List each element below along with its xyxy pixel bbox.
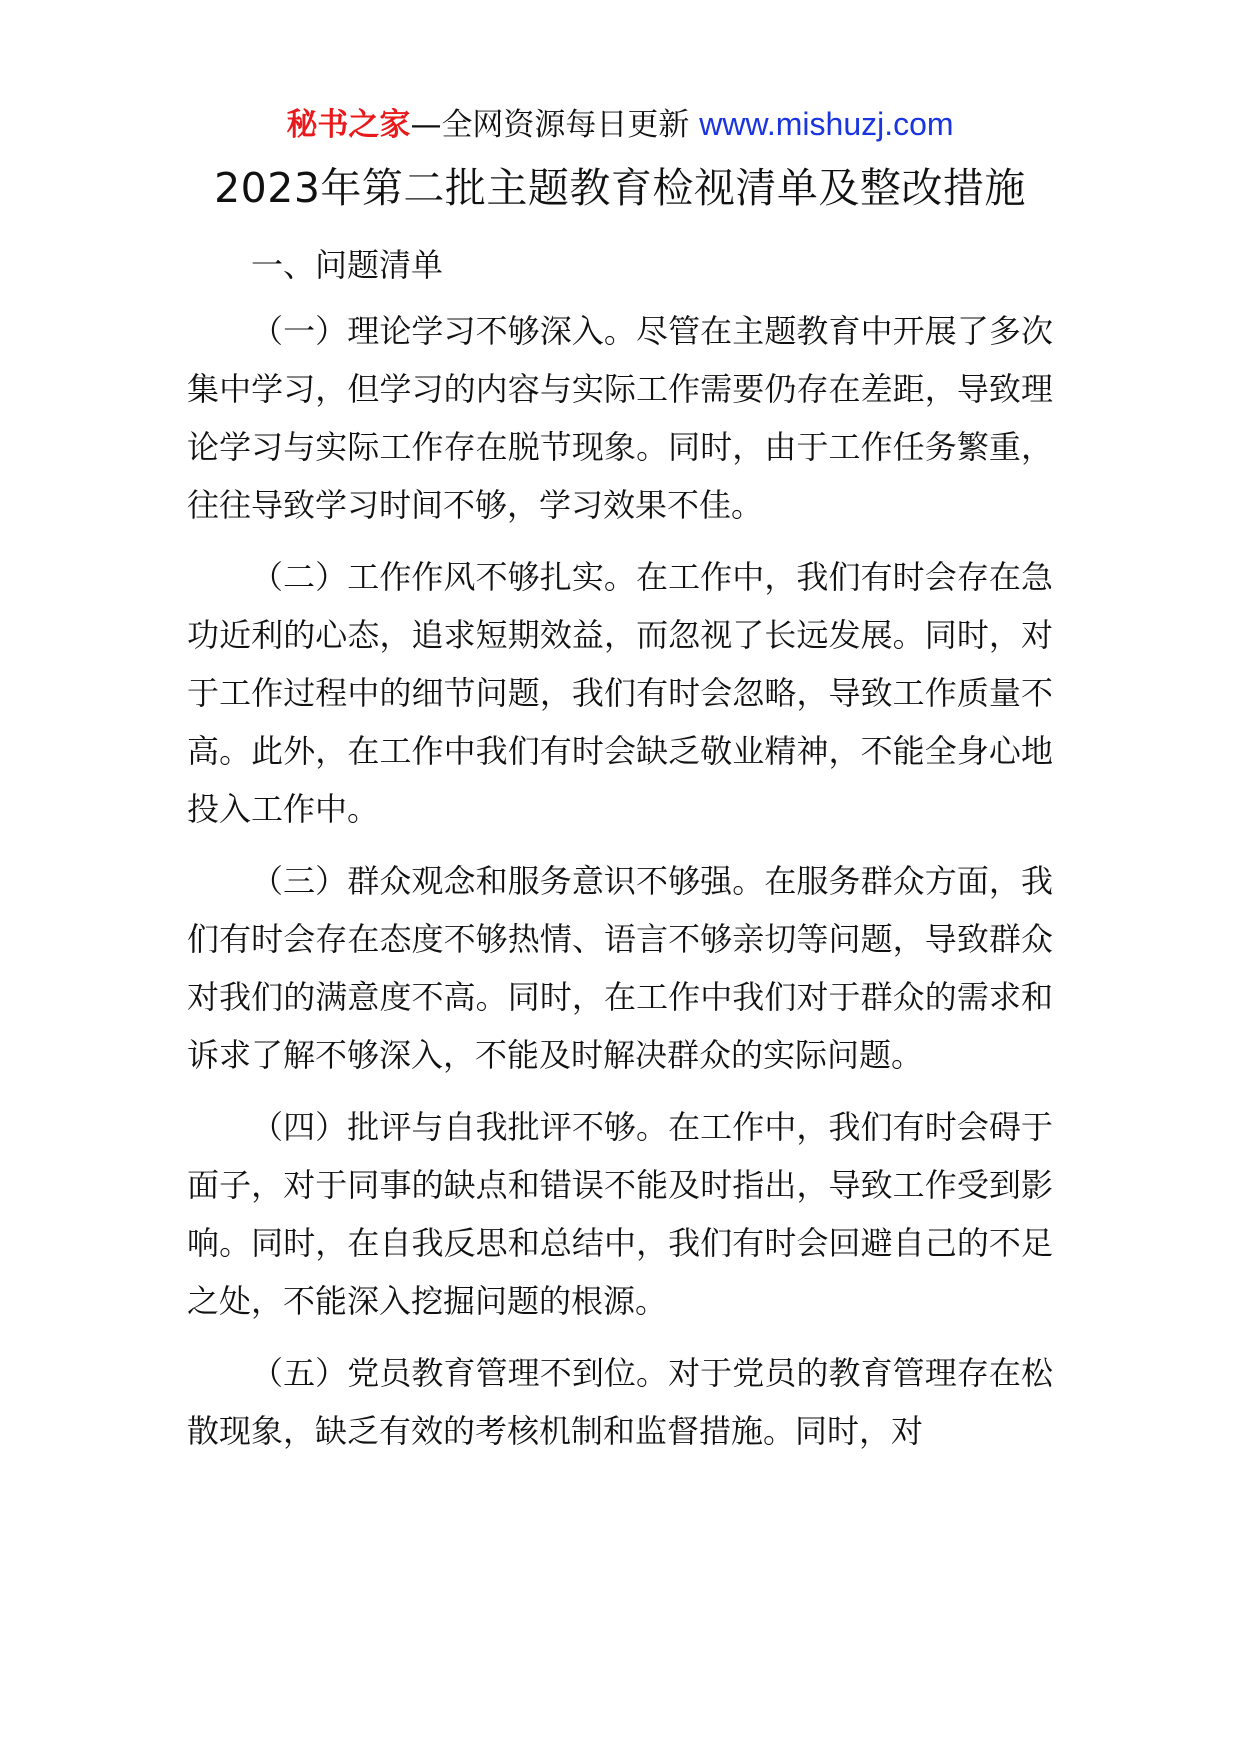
- paragraph-2: （二）工作作风不够扎实。在工作中，我们有时会存在急功近利的心态，追求短期效益，而忽视了长远发展。同时，对于工作过程中的细节问题，我们有时会忽略，导致工作质量不高。此外，在工作中我们有时会缺乏敬业精神，不能全身心地投入工作中。: [187, 558, 1053, 828]
- paragraph-5: （五）党员教育管理不到位。对于党员的教育管理存在松散现象，缺乏有效的考核机制和监督措施。同时，对: [187, 1354, 1053, 1450]
- document-body: [187, 236, 1053, 1474]
- paragraph-3: （三）群众观念和服务意识不够强。在服务群众方面，我们有时会存在态度不够热情、语言不够亲切等问题，导致群众对我们的满意度不高。同时，在工作中我们对于群众的需求和诉求了解不够深入，不能及时解决群众的实际问题。: [187, 862, 1053, 1074]
- section-heading: 一、问题清单: [251, 246, 444, 284]
- paragraph-4: （四）批评与自我批评不够。在工作中，我们有时会碍于面子，对于同事的缺点和错误不能及时指出，导致工作受到影响。同时，在自我反思和总结中，我们有时会回避自己的不足之处，不能深入挖掘问题的根源。: [187, 1108, 1053, 1320]
- document-title: 2023年第二批主题教育检视清单及整改措施: [214, 164, 1026, 212]
- banner-site-url[interactable]: www.mishuzj.com: [699, 106, 954, 142]
- banner-brand: 秘书之家: [286, 107, 411, 143]
- paragraph-1: （一）理论学习不够深入。尽管在主题教育中开展了多次集中学习，但学习的内容与实际工作需要仍存在差距，导致理论学习与实际工作存在脱节现象。同时，由于工作任务繁重，往往导致学习时间不够，学习效果不佳。: [187, 312, 1053, 524]
- banner-tagline: —全网资源每日更新: [410, 107, 690, 143]
- site-banner: [0, 102, 1240, 147]
